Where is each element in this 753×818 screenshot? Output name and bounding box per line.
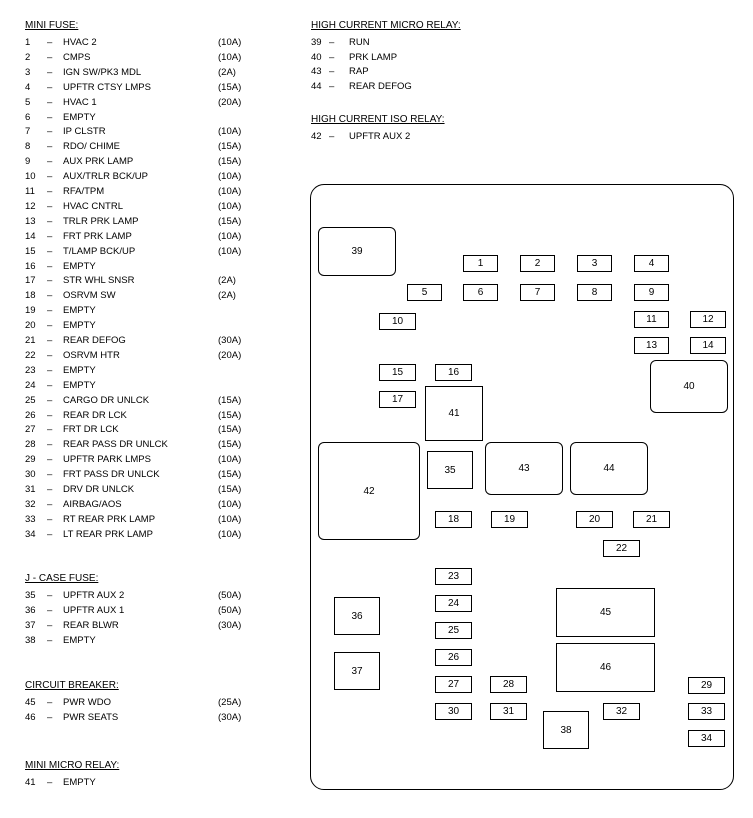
dash-separator: –	[47, 513, 53, 525]
dash-separator: –	[47, 141, 53, 153]
item-description: EMPTY	[63, 111, 96, 123]
item-description: RDO/ CHIME	[63, 141, 120, 153]
item-description: HVAC 2	[63, 37, 97, 48]
dash-separator: –	[329, 66, 335, 77]
dash-separator: –	[47, 634, 53, 646]
item-amperage: (10A)	[218, 171, 242, 183]
item-number: 14	[25, 230, 36, 242]
fuse-12: 12	[690, 311, 726, 328]
dash-separator: –	[47, 290, 53, 302]
item-amperage: (15A)	[218, 215, 242, 227]
item-number: 42	[311, 131, 322, 142]
item-number: 33	[25, 513, 36, 525]
fuse-15: 15	[379, 364, 416, 381]
fuse-4: 4	[634, 255, 669, 272]
breaker-46: 46	[556, 643, 655, 692]
item-number: 26	[25, 409, 36, 421]
dash-separator: –	[47, 37, 53, 48]
item-number: 9	[25, 156, 31, 168]
item-description: PWR WDO	[63, 697, 112, 708]
item-number: 22	[25, 349, 36, 361]
item-description: RUN	[349, 37, 370, 48]
item-number: 19	[25, 305, 36, 317]
relay-40: 40	[650, 360, 728, 413]
item-number: 10	[25, 171, 36, 183]
fuse-38: 38	[543, 711, 589, 749]
dash-separator: –	[47, 126, 53, 138]
dash-separator: –	[47, 697, 53, 708]
fuse-22: 22	[603, 540, 640, 557]
item-description: REAR PASS DR UNLCK	[63, 439, 168, 451]
mini-micro-relay-title: MINI MICRO RELAY:	[25, 760, 120, 771]
item-description: STR WHL SNSR	[63, 275, 135, 287]
dash-separator: –	[329, 37, 335, 48]
item-amperage: (2A)	[218, 290, 236, 302]
dash-separator: –	[47, 260, 53, 272]
item-description: UPFTR AUX 2	[349, 131, 411, 142]
item-number: 24	[25, 379, 36, 391]
item-description: EMPTY	[63, 260, 96, 272]
item-description: T/LAMP BCK/UP	[63, 245, 136, 257]
item-amperage: (20A)	[218, 349, 242, 361]
dash-separator: –	[47, 305, 53, 317]
item-description: FRT PRK LAMP	[63, 230, 132, 242]
item-description: UPFTR PARK LMPS	[63, 454, 151, 466]
dash-separator: –	[47, 186, 53, 197]
item-description: FRT DR LCK	[63, 424, 119, 436]
dash-separator: –	[47, 275, 53, 287]
item-description: RFA/TPM	[63, 186, 105, 197]
item-description: OSRVM HTR	[63, 349, 120, 361]
item-description: PWR SEATS	[63, 711, 119, 723]
item-amperage: (10A)	[218, 200, 242, 212]
item-number: 6	[25, 111, 31, 123]
mini-fuse-title: MINI FUSE:	[25, 20, 79, 31]
item-number: 38	[25, 634, 36, 646]
item-description: REAR DR LCK	[63, 409, 127, 421]
item-number: 2	[25, 51, 31, 63]
item-description: UPFTR CTSY LMPS	[63, 81, 151, 93]
item-amperage: (15A)	[218, 156, 242, 168]
item-description: HVAC CNTRL	[63, 200, 123, 212]
item-number: 34	[25, 528, 36, 540]
fuse-28: 28	[490, 676, 527, 693]
breaker-45: 45	[556, 588, 655, 637]
item-description: EMPTY	[63, 364, 96, 376]
dash-separator: –	[47, 604, 53, 616]
item-amperage: (15A)	[218, 439, 242, 451]
fuse-1: 1	[463, 255, 498, 272]
item-description: TRLR PRK LAMP	[63, 215, 139, 227]
item-amperage: (15A)	[218, 469, 242, 481]
dash-separator: –	[47, 320, 53, 332]
fuse-27: 27	[435, 676, 472, 693]
item-amperage: (30A)	[218, 335, 242, 346]
item-description: IP CLSTR	[63, 126, 106, 138]
item-description: LT REAR PRK LAMP	[63, 528, 153, 540]
dash-separator: –	[47, 200, 53, 212]
dash-separator: –	[47, 528, 53, 540]
dash-separator: –	[47, 66, 53, 78]
dash-separator: –	[47, 394, 53, 406]
item-number: 25	[25, 394, 36, 406]
fuse-20: 20	[576, 511, 613, 528]
dash-separator: –	[47, 51, 53, 63]
dash-separator: –	[329, 80, 335, 92]
item-number: 40	[311, 51, 322, 63]
item-description: REAR DEFOG	[63, 335, 126, 346]
item-amperage: (15A)	[218, 409, 242, 421]
item-description: PRK LAMP	[349, 51, 398, 63]
dash-separator: –	[329, 51, 335, 63]
item-number: 5	[25, 96, 31, 108]
item-number: 37	[25, 619, 36, 631]
fuse-18: 18	[435, 511, 472, 528]
item-amperage: (20A)	[218, 96, 242, 108]
fuse-9: 9	[634, 284, 669, 301]
fuse-panel-diagram	[310, 184, 734, 790]
item-amperage: (10A)	[218, 126, 242, 138]
item-number: 44	[311, 80, 322, 92]
item-number: 7	[25, 126, 31, 138]
dash-separator: –	[47, 711, 53, 723]
dash-separator: –	[47, 409, 53, 421]
dash-separator: –	[47, 215, 53, 227]
fuse-35: 35	[427, 451, 473, 489]
fuse-3: 3	[577, 255, 612, 272]
item-amperage: (15A)	[218, 81, 242, 93]
item-number: 28	[25, 439, 36, 451]
item-description: REAR DEFOG	[349, 80, 412, 92]
item-amperage: (10A)	[218, 51, 242, 63]
item-number: 16	[25, 260, 36, 272]
item-number: 13	[25, 215, 36, 227]
fuse-16: 16	[435, 364, 472, 381]
dash-separator: –	[47, 96, 53, 108]
item-number: 23	[25, 364, 36, 376]
item-number: 41	[25, 777, 36, 788]
relay-39: 39	[318, 227, 396, 276]
fuse-8: 8	[577, 284, 612, 301]
dash-separator: –	[47, 156, 53, 168]
item-amperage: (15A)	[218, 424, 242, 436]
fuse-5: 5	[407, 284, 442, 301]
item-number: 15	[25, 245, 36, 257]
fuse-19: 19	[491, 511, 528, 528]
item-amperage: (30A)	[218, 619, 242, 631]
item-amperage: (25A)	[218, 697, 242, 708]
item-amperage: (10A)	[218, 498, 242, 510]
item-description: CMPS	[63, 51, 91, 63]
fuse-6: 6	[463, 284, 498, 301]
item-amperage: (2A)	[218, 275, 236, 287]
hc-micro-relay-title: HIGH CURRENT MICRO RELAY:	[311, 20, 461, 31]
item-description: CARGO DR UNLCK	[63, 394, 150, 406]
fuse-32: 32	[603, 703, 640, 720]
item-description: EMPTY	[63, 777, 96, 788]
item-number: 21	[25, 335, 36, 346]
relay-44: 44	[570, 442, 648, 495]
item-number: 36	[25, 604, 36, 616]
dash-separator: –	[47, 590, 53, 601]
fuse-30: 30	[435, 703, 472, 720]
item-number: 27	[25, 424, 36, 436]
item-number: 30	[25, 469, 36, 481]
item-description: FRT PASS DR UNLCK	[63, 469, 160, 481]
item-amperage: (50A)	[218, 590, 242, 601]
item-amperage: (15A)	[218, 141, 242, 153]
item-description: EMPTY	[63, 320, 96, 332]
dash-separator: –	[47, 230, 53, 242]
dash-separator: –	[47, 619, 53, 631]
item-amperage: (10A)	[218, 528, 242, 540]
item-amperage: (10A)	[218, 513, 242, 525]
item-amperage: (50A)	[218, 604, 242, 616]
dash-separator: –	[47, 454, 53, 466]
item-number: 46	[25, 711, 36, 723]
dash-separator: –	[47, 439, 53, 451]
item-number: 3	[25, 66, 31, 78]
dash-separator: –	[47, 335, 53, 346]
item-description: REAR BLWR	[63, 619, 119, 631]
item-description: OSRVM SW	[63, 290, 116, 302]
dash-separator: –	[47, 469, 53, 481]
dash-separator: –	[47, 364, 53, 376]
dash-separator: –	[47, 484, 53, 495]
item-number: 17	[25, 275, 36, 287]
dash-separator: –	[47, 498, 53, 510]
item-number: 11	[25, 186, 35, 197]
item-amperage: (10A)	[218, 186, 242, 197]
fuse-11: 11	[634, 311, 669, 328]
item-number: 39	[311, 37, 322, 48]
item-amperage: (10A)	[218, 37, 242, 48]
relay-41: 41	[425, 386, 483, 441]
item-number: 1	[25, 37, 31, 48]
item-description: DRV DR UNLCK	[63, 484, 135, 495]
relay-42: 42	[318, 442, 420, 540]
item-description: RT REAR PRK LAMP	[63, 513, 156, 525]
dash-separator: –	[329, 131, 335, 142]
circuit-breaker-title: CIRCUIT BREAKER:	[25, 680, 119, 691]
fuse-14: 14	[690, 337, 726, 354]
item-amperage: (15A)	[218, 484, 242, 495]
item-number: 4	[25, 81, 31, 93]
fuse-33: 33	[688, 703, 725, 720]
fuse-36: 36	[334, 597, 380, 635]
item-number: 20	[25, 320, 36, 332]
item-number: 32	[25, 498, 36, 510]
item-amperage: (2A)	[218, 66, 236, 78]
item-description: HVAC 1	[63, 96, 97, 108]
j-case-fuse-title: J - CASE FUSE:	[25, 573, 99, 584]
fuse-24: 24	[435, 595, 472, 612]
fuse-37: 37	[334, 652, 380, 690]
fuse-23: 23	[435, 568, 472, 585]
item-description: AUX/TRLR BCK/UP	[63, 171, 148, 183]
fuse-34: 34	[688, 730, 725, 747]
hc-iso-relay-title: HIGH CURRENT ISO RELAY:	[311, 114, 445, 125]
item-number: 43	[311, 66, 322, 77]
item-number: 12	[25, 200, 36, 212]
relay-43: 43	[485, 442, 563, 495]
item-number: 18	[25, 290, 36, 302]
item-description: AIRBAG/AOS	[63, 498, 122, 510]
item-description: UPFTR AUX 2	[63, 590, 125, 601]
item-description: AUX PRK LAMP	[63, 156, 134, 168]
item-description: IGN SW/PK3 MDL	[63, 66, 142, 78]
fuse-21: 21	[633, 511, 670, 528]
dash-separator: –	[47, 379, 53, 391]
item-description: UPFTR AUX 1	[63, 604, 125, 616]
dash-separator: –	[47, 245, 53, 257]
item-amperage: (10A)	[218, 245, 242, 257]
item-description: RAP	[349, 66, 369, 77]
dash-separator: –	[47, 171, 53, 183]
fuse-25: 25	[435, 622, 472, 639]
item-number: 29	[25, 454, 36, 466]
item-amperage: (30A)	[218, 711, 242, 723]
dash-separator: –	[47, 81, 53, 93]
item-description: EMPTY	[63, 379, 96, 391]
fuse-31: 31	[490, 703, 527, 720]
fuse-29: 29	[688, 677, 725, 694]
fuse-10: 10	[379, 313, 416, 330]
item-amperage: (15A)	[218, 394, 242, 406]
item-description: EMPTY	[63, 634, 96, 646]
dash-separator: –	[47, 111, 53, 123]
item-number: 45	[25, 697, 36, 708]
dash-separator: –	[47, 777, 53, 788]
dash-separator: –	[47, 424, 53, 436]
item-amperage: (10A)	[218, 230, 242, 242]
fuse-26: 26	[435, 649, 472, 666]
item-amperage: (10A)	[218, 454, 242, 466]
fuse-7: 7	[520, 284, 555, 301]
fuse-13: 13	[634, 337, 669, 354]
item-number: 31	[25, 484, 36, 495]
item-number: 8	[25, 141, 31, 153]
item-description: EMPTY	[63, 305, 96, 317]
fuse-2: 2	[520, 255, 555, 272]
fuse-17: 17	[379, 391, 416, 408]
dash-separator: –	[47, 349, 53, 361]
item-number: 35	[25, 590, 36, 601]
